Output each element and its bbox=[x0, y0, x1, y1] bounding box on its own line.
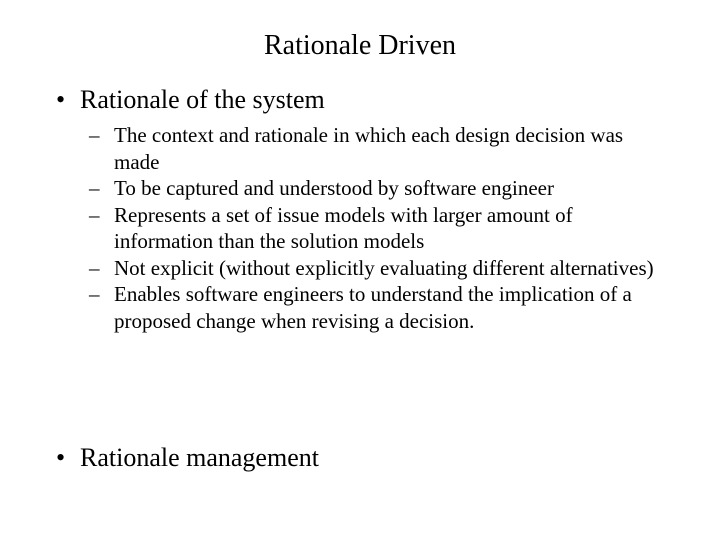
slide-title: Rationale Driven bbox=[263, 30, 457, 61]
sub-item-issue-models bbox=[89, 202, 669, 255]
bullet-icon: • bbox=[56, 443, 66, 472]
dash-icon: – bbox=[89, 176, 100, 200]
dash-icon: – bbox=[89, 123, 100, 147]
dash-icon: – bbox=[89, 202, 100, 227]
sub-item-text: Enables software engineers to understand the implication of a proposed change when revising a decision. bbox=[114, 282, 632, 333]
sub-item-captured bbox=[89, 175, 669, 202]
dash-icon: – bbox=[89, 255, 100, 280]
dash-icon: – bbox=[89, 282, 100, 306]
sub-item-not-explicit bbox=[89, 255, 669, 282]
bullet-icon: • bbox=[56, 85, 66, 114]
sub-item-enables bbox=[89, 281, 669, 334]
sub-bullet-list bbox=[89, 122, 669, 334]
bullet-text: Rationale management bbox=[80, 443, 319, 472]
sub-item-text: Not explicit (without explicitly evaluating different alternatives) bbox=[114, 255, 654, 280]
sub-item-text: Represents a set of issue models with larger amount of information than the solution models bbox=[114, 202, 573, 253]
sub-item-text: The context and rationale in which each design decision was made bbox=[114, 123, 624, 174]
bullet-text: Rationale of the system bbox=[80, 85, 325, 114]
sub-item-text: To be captured and understood by software engineer bbox=[114, 176, 554, 200]
sub-item-context bbox=[89, 122, 669, 175]
